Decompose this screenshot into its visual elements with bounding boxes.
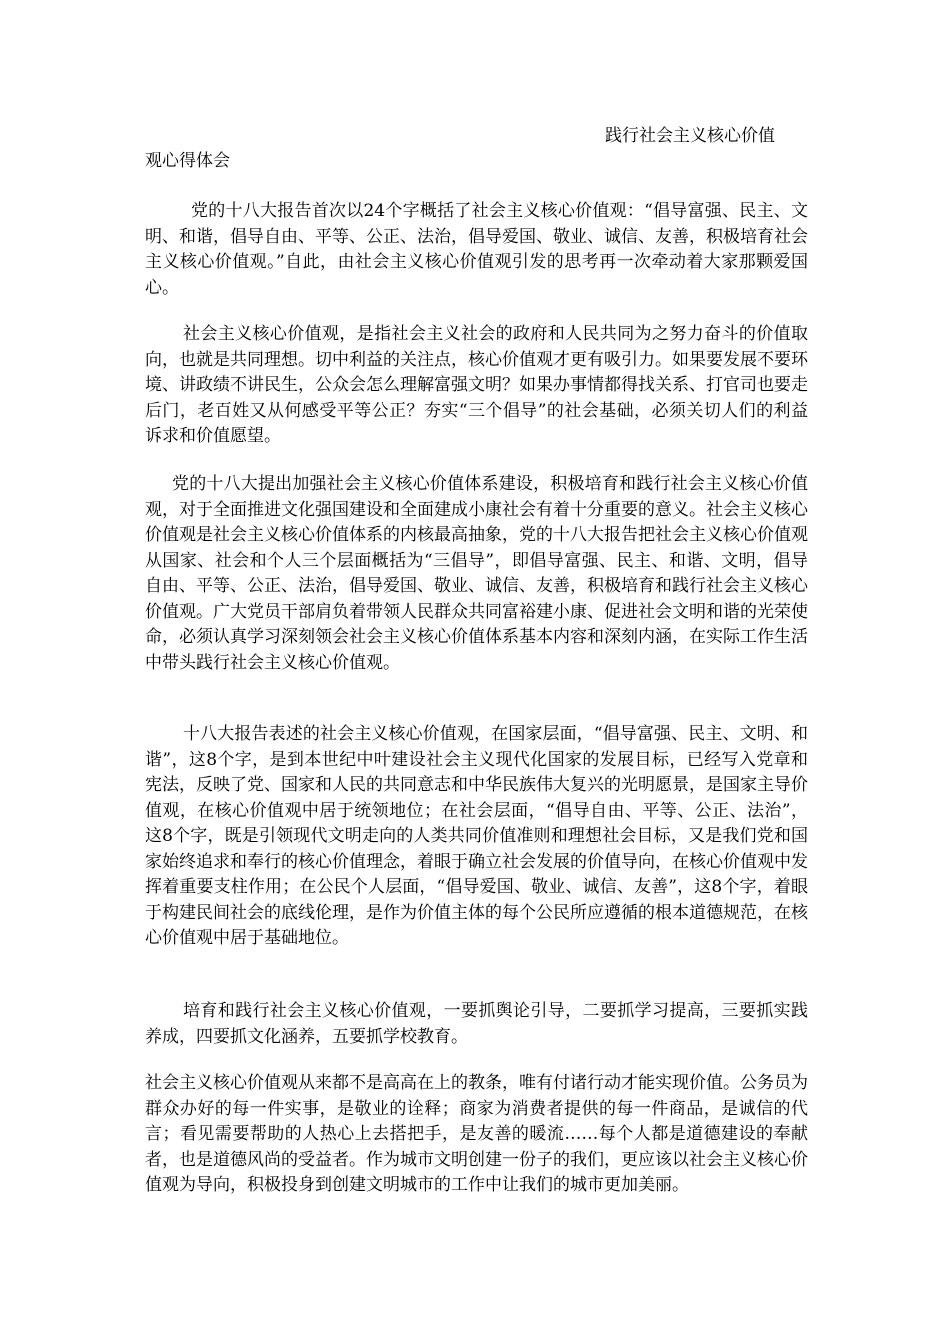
paragraph-4: 十八大报告表述的社会主义核心价值观，在国家层面，“倡导富强、民主、文明、和谐”，这8个字，是到本世纪中叶建设社会主义现代化国家的发展目标，已经写入党章和宪法，反映了党、国家和人民的共同意志和中华民族伟大复兴的光明愿景，是国家主导价值观，在核心价值观中居于统领地位；在社会层面，“倡导自由、平等、公正、法治”，这8个字，既是引领现代文明走向的人类共同价值准则和理想社会目标，又是我们党和国家始终追求和奉行的核心价值理念，着眼于确立社会发展的价值导向，在核心价值观中发挥着重要支柱作用；在公民个人层面，“倡导爱国、敬业、诚信、友善”，这8个字，着眼于构建民间社会的底线伦理，是作为价值主体的每个公民所应遵循的根本道德规范，在核心价值观中居于基础地位。: [145, 724, 808, 948]
paragraph-6: 社会主义核心价值观从来都不是高高在上的教条，唯有付诸行动才能实现价值。公务员为群众办好的每一件实事，是敬业的诠释；商家为消费者提供的每一件商品，是诚信的代言；看见需要帮助的人热心上去搭把手，是友善的暖流……每个人都是道德建设的奉献者，也是道德风尚的受益者。作为城市文明创建一份子的我们，更应该以社会主义核心价值观为导向，积极投身到创建文明城市的工作中让我们的城市更加美丽。: [145, 1073, 808, 1195]
paragraph-1: 党的十八大报告首次以24个字概括了社会主义核心价值观：“倡导富强、民主、文明、和谐，倡导自由、平等、公正、法治，倡导爱国、敬业、诚信、友善，积极培育社会主义核心价值观。”自此，由社会主义核心价值观引发的思考再一次牵动着大家那颗爱国心。: [145, 201, 808, 298]
paragraph-2: 社会主义核心价值观，是指社会主义社会的政府和人民共同为之努力奋斗的价值取向，也就是共同理想。切中利益的关注点，核心价值观才更有吸引力。如果要发展不要环境、讲政绩不讲民生，公众会怎么理解富强文明？如果办事情都得找关系、打官司也要走后门，老百姓又从何感受平等公正？夯实“三个倡导”的社会基础，必须关切人们的利益诉求和价值愿望。: [145, 324, 808, 446]
paragraph-3: 党的十八大提出加强社会主义核心价值体系建设，积极培育和践行社会主义核心价值观，对于全面推进文化强国建设和全面建成小康社会有着十分重要的意义。社会主义核心价值观是社会主义核心价值体系的内核最高抽象，党的十八大报告把社会主义核心价值观从国家、社会和个人三个层面概括为“三倡导”，即倡导富强、民主、和谐、文明，倡导自由、平等、公正、法治，倡导爱国、敬业、诚信、友善，积极培育和践行社会主义核心价值观。广大党员干部肩负着带领人民群众共同富裕建小康、促进社会文明和谐的光荣使命，必须认真学习深刻领会社会主义核心价值体系基本内容和深刻内涵，在实际工作生活中带头践行社会主义核心价值观。: [145, 474, 808, 673]
paragraph-5: 培育和践行社会主义核心价值观，一要抓舆论引导，二要抓学习提高，三要抓实践养成，四要抓文化涵养，五要抓学校教育。: [145, 1001, 808, 1047]
document-title-line1: 践行社会主义核心价值: [605, 126, 775, 146]
document-title-line2: 观心得体会: [145, 151, 230, 171]
